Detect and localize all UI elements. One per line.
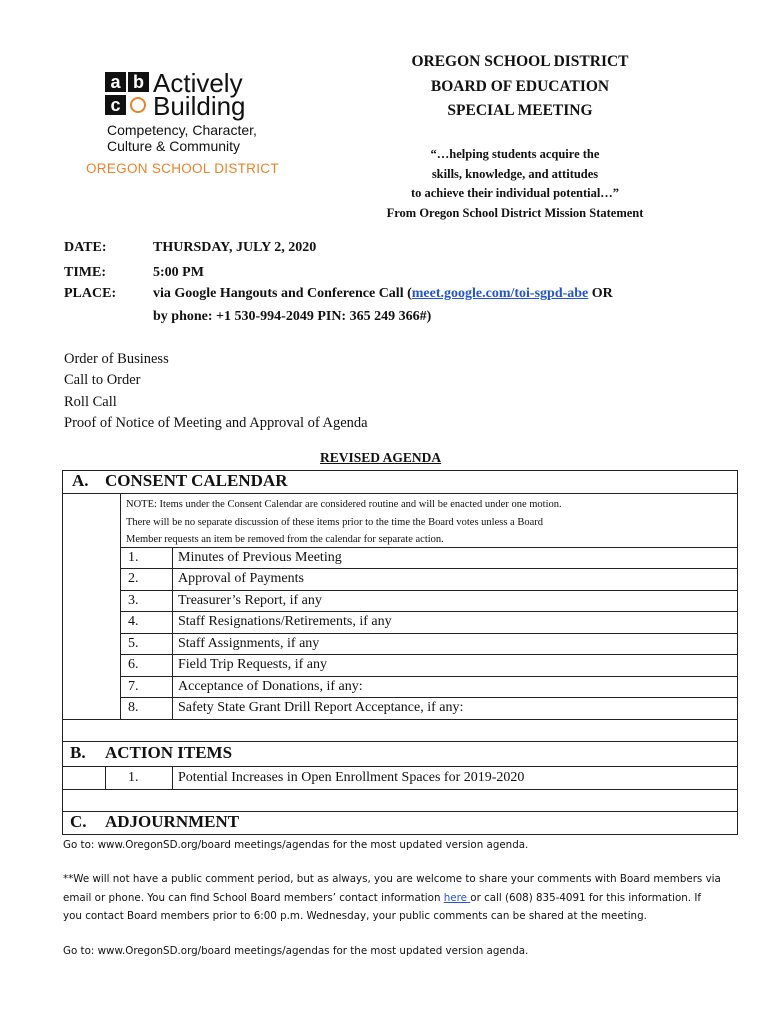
footer-notice [63,870,721,926]
mission-quote [350,145,680,223]
place-phone: by phone: +1 530-994-2049 PIN: 365 249 366#) [153,309,432,324]
item-text: Field Trip Requests, if any [178,657,327,672]
item-text: Staff Resignations/Retirements, if any [178,614,392,629]
mission-line-3: to achieve their individual potential…” [410,186,620,200]
meet-link[interactable]: meet.google.com/toi-sgpd-abe [411,286,589,301]
item-number: 4. [128,614,139,629]
item-number: 1. [128,770,139,785]
order-item: Call to Order [64,372,141,389]
time-label: TIME: [64,265,106,280]
notice-line-2-suffix: or call (608) 835-4091 for this information. If [470,891,701,904]
order-item: Order of Business [64,351,169,367]
header-district: OREGON SCHOOL DISTRICT [411,53,629,70]
footer-goto-1: Go to: www.OregonSD.org/board meetings/agendas for the most updated version agenda. [63,839,529,851]
order-item: Proof of Notice of Meeting and Approval of Agenda [64,414,368,431]
consent-note-line: There will be no separate discussion of these items prior to the time the Board votes unless a Board [126,516,543,528]
item-text: Safety State Grant Drill Report Acceptance, if any: [178,700,464,715]
logo-letter-a: a [105,72,126,92]
place-prefix: via Google Hangouts and Conference Call ( [153,286,412,301]
logo-letter-c: c [105,95,126,115]
consent-note [126,496,736,549]
revised-agenda-title: REVISED AGENDA [320,450,442,465]
mission-line-1: “…helping students acquire the [430,147,600,161]
item-text: Potential Increases in Open Enrollment Spaces for 2019-2020 [178,770,525,785]
logo-word-actively: Actively [153,68,243,98]
section-c-letter: C. [70,812,87,831]
header-meeting-type: SPECIAL MEETING [447,102,593,119]
section-a-letter: A. [72,471,89,490]
notice-line-2-prefix: email or phone. You can find School Board members’ contact information [63,891,444,904]
item-number: 8. [128,700,139,715]
contact-info-link[interactable]: here [443,891,471,904]
order-of-business [64,349,368,434]
header-board: BOARD OF EDUCATION [430,77,610,95]
logo-district-name: OREGON SCHOOL DISTRICT [86,161,279,176]
item-number: 6. [128,657,139,672]
item-number: 3. [128,593,139,608]
mission-source: From Oregon School District Mission Statement [386,205,644,220]
logo-tagline-1: Competency, Character, [107,122,257,138]
date-value: THURSDAY, JULY 2, 2020 [153,240,317,255]
logo-tagline-2: Culture & Community [107,138,241,154]
item-number: 1. [128,550,139,565]
order-item: Roll Call [64,393,117,410]
item-text: Approval of Payments [178,571,304,586]
item-text: Staff Assignments, if any [178,636,320,651]
date-label: DATE: [64,240,107,255]
section-b-title: ACTION ITEMS [105,743,233,762]
footer-goto-2: Go to: www.OregonSD.org/board meetings/agendas for the most updated version agenda. [63,945,529,957]
place-value [153,286,613,302]
item-text: Minutes of Previous Meeting [178,550,342,565]
mission-line-2: skills, knowledge, and attitudes [431,166,599,181]
item-text: Treasurer’s Report, if any [178,593,322,608]
item-number: 7. [128,679,139,694]
notice-line-3: you contact Board members prior to 6:00 p.m. Wednesday, your public comments can be shared at the meeting. [63,910,647,922]
item-number: 2. [128,571,139,586]
section-b-letter: B. [70,743,86,762]
notice-line-2 [63,889,721,908]
apple-icon [130,97,146,113]
item-text: Acceptance of Donations, if any: [178,679,363,694]
logo-word-building: Building [153,91,246,121]
place-label: PLACE: [64,286,117,301]
item-number: 5. [128,636,139,651]
consent-note-line: Member requests an item be removed from the calendar for separate action. [126,534,444,545]
section-a-title: CONSENT CALENDAR [105,471,288,490]
section-c-title: ADJOURNMENT [105,812,240,831]
notice-line-1: **We will not have a public comment period, but as always, you are welcome to share your comments with Board members via [63,873,721,885]
time-value: 5:00 PM [153,265,204,280]
meeting-header [370,50,670,124]
place-suffix: OR [588,286,613,301]
consent-note-line: NOTE: Items under the Consent Calendar are considered routine and will be enacted under one motion. [126,499,562,510]
logo-letter-b: b [128,72,149,92]
